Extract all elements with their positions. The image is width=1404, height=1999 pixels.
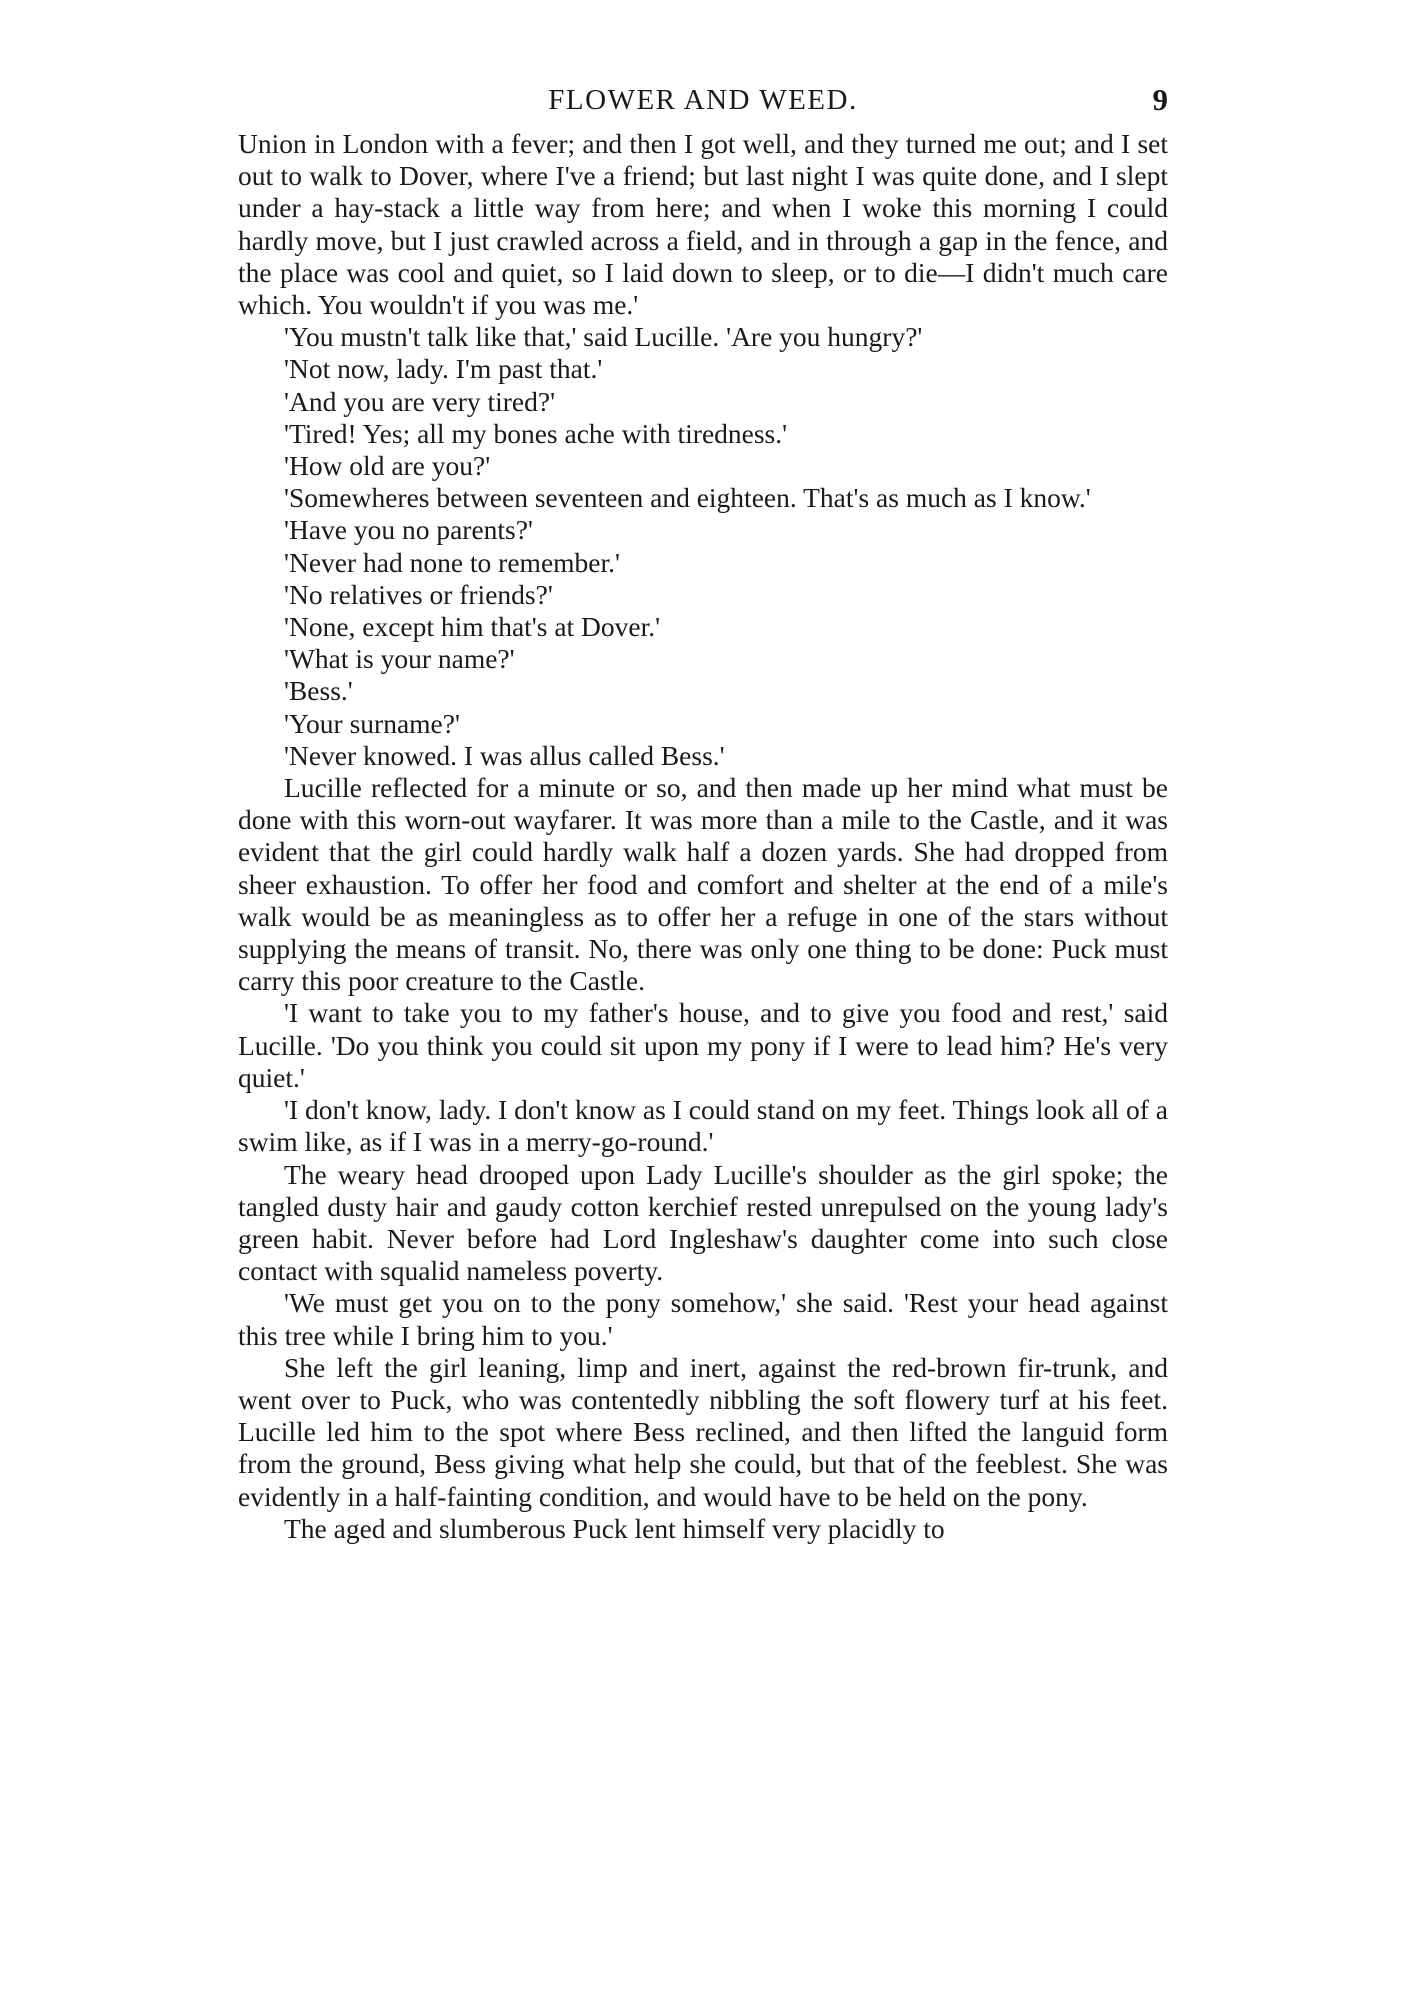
dialogue-line: 'None, except him that's at Dover.': [284, 611, 661, 643]
running-title: FLOWER AND WEED.: [548, 84, 858, 116]
paragraph-continuation: Union in London with a fever; and then I got well, and they turned me out; and I set out to walk to Dover, where I've a friend; but last night I was quite done, and I slept under a hay-stack a little way from here; and when I woke this morning I could hardly move, but I just crawled across a field, and in through a gap in the fence, and the place was cool and quiet, so I laid down to sleep, or to die—I didn't much care which. You wouldn't if you was me.': [238, 128, 1168, 321]
dialogue-line: 'No relatives or friends?': [284, 578, 553, 610]
book-page: [238, 78, 1168, 1545]
paragraph: 'I want to take you to my father's house, and to give you food and rest,' said Lucille. 'Do you think you could sit upon my pony if I were to lead him? He's very quiet.': [238, 997, 1168, 1093]
dialogue-line: 'Tired! Yes; all my bones ache with tiredness.': [284, 417, 788, 449]
dialogue-line: 'Have you no parents?': [284, 514, 533, 546]
dialogue-line: 'How old are you?': [284, 450, 491, 482]
paragraph: Lucille reflected for a minute or so, and then made up her mind what must be done with this worn-out wayfarer. It was more than a mile to the Castle, and it was evident that the girl could hardly walk half a dozen yards. She had dropped from sheer exhaustion. To offer her food and comfort and shelter at the end of a mile's walk would be as meaningless as to offer her a refuge in one of the stars without supplying the means of transit. No, there was only one thing to be done: Puck must carry this poor creature to the Castle.: [238, 772, 1168, 997]
paragraph: The aged and slumberous Puck lent himself very placidly to: [284, 1512, 945, 1544]
dialogue-line: 'You mustn't talk like that,' said Lucille. 'Are you hungry?': [284, 321, 923, 353]
dialogue-line: 'Never had none to remember.': [284, 546, 620, 578]
running-head: [238, 78, 1168, 122]
paragraph: 'We must get you on to the pony somehow,' she said. 'Rest your head against this tree while I bring him to you.': [238, 1287, 1168, 1351]
dialogue-line: 'And you are very tired?': [284, 385, 556, 417]
paragraph: The weary head drooped upon Lady Lucille's shoulder as the girl spoke; the tangled dusty hair and gaudy cotton kerchief rested unrepulsed on the young lady's green habit. Never before had Lord Ingleshaw's daughter come into such close contact with squalid nameless poverty.: [238, 1158, 1168, 1287]
dialogue-line: 'Your surname?': [284, 707, 460, 739]
paragraph: She left the girl leaning, limp and inert, against the red-brown fir-trunk, and went over to Puck, who was contentedly nibbling the soft flowery turf at his feet. Lucille led him to the spot where Bess reclined, and then lifted the languid form from the ground, Bess giving what help she could, but that of the feeblest. She was evidently in a half-fainting condition, and would have to be held on the pony.: [238, 1351, 1168, 1512]
body-text: [238, 128, 1168, 1545]
dialogue-line: 'Bess.': [284, 675, 353, 707]
dialogue-line: 'Not now, lady. I'm past that.': [284, 353, 603, 385]
dialogue-line: 'What is your name?': [284, 643, 515, 675]
page-number: 9: [1152, 82, 1168, 117]
paragraph: 'I don't know, lady. I don't know as I could stand on my feet. Things look all of a swim like, as if I was in a merry-go-round.': [238, 1094, 1168, 1158]
dialogue-line: 'Somewheres between seventeen and eighteen. That's as much as I know.': [284, 482, 1091, 514]
dialogue-line: 'Never knowed. I was allus called Bess.': [284, 739, 725, 771]
